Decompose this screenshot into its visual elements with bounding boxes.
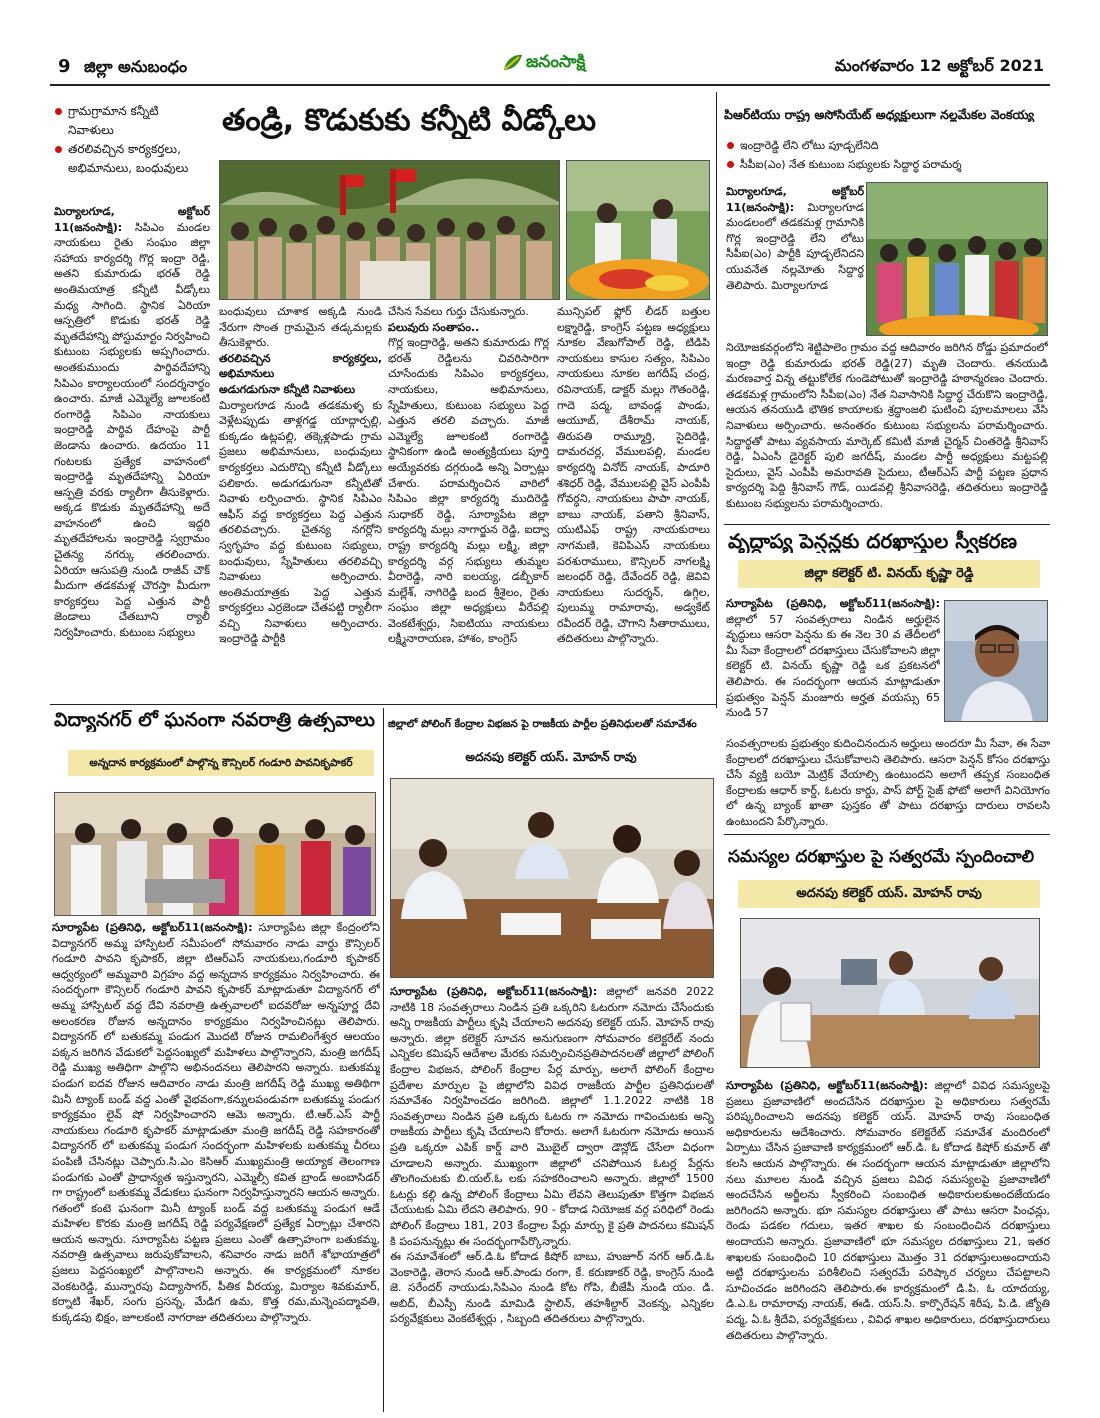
article-text: మిర్యాలగూడ మండలంలో తడకమళ్ల గ్రామానికి గొర్ల ఇంద్రారెడ్డి లేని లోటు సీపీఐ(ఎం) పార్టీకి పూడ్చలేనిదని యువనేత నల్లమోతు సిద్దార్థ తెలిపారు. మిర్యాలగూడ <box>726 200 864 292</box>
body-column <box>390 984 714 1412</box>
story-pension <box>724 530 1050 830</box>
logo-text: జనంసాక్షి <box>526 52 586 72</box>
photo-tribute <box>566 160 710 300</box>
subhead-band: అదనపు కలెక్టర్ యస్. మోహన్ రావు <box>392 744 710 770</box>
dateline: సూర్యాపేట (ప్రతినిధి, అక్టోబర్11(జనంసాక్షి): <box>390 985 598 998</box>
story-farewell <box>54 96 710 696</box>
headline: వృద్ధాప్య పెన్షన్లకు దరఖాస్తుల స్వీకరణ <box>728 530 1018 553</box>
page-header <box>50 52 1050 82</box>
photo-collector-portrait <box>944 600 1048 722</box>
photo-prajavani-meeting <box>740 918 1040 1068</box>
story-navaratri <box>50 708 380 1412</box>
bullet-item: గ్రామగ్రామాన కన్నీటి నివాళులు <box>54 102 204 140</box>
article-text: గొర్ల ఇంద్రారెడ్డి, అతని కుమారుడు గొర్ల భరత్ రెడ్డిలను చివరిసారిగా చూసేందుకు సిపిఎం కార్యకర్తలు, నాయకులు, అభిమానులు, స్నేహితులు, కుటుంబ సభ్యులు పెద్ద ఎత్తున తరలి వచ్చారు. మాజీ ఎమ్మెల్యే జూలకంటి రంగారెడ్డి స్థానికంగా ఉండి అంత్యక్రియలు పూర్తి అయ్యేవరకు దగ్గరుండి అన్ని ఏర్పాట్లు చేశారు. పరామర్శించిన వారిలో సిపిఎం జిల్లా కార్యదర్శి ముదిరెడ్డి సుధాకర్ రెడ్డి, సూర్యాపేట జిల్లా కార్యదర్శి మల్లు నాగార్జున రెడ్డి, ఐద్వా రాష్ట్ర కార్యదర్శి మల్లు లక్ష్మి, జిల్లా కార్యదర్శి వర్గ సభ్యులు తుమ్మల వీరారెడ్డి, నారి ఐలయ్య, డబ్బీకార్ మల్లేశ్, నాగిరెడ్డి బంద శ్రీశైలం, రైతు సంఘం జిల్లా అధ్యక్షులు వీరేపల్లి వెంకటేశ్వర్లు, సిఐటియు నాయకులు లక్ష్మీనారాయణ, హాశం, కాంగ్రెస్ <box>388 336 549 646</box>
subhead-band: జిల్లా కలెక్టర్ టి. వినయ్ కృష్ణా రెడ్డి <box>738 560 1040 588</box>
vertical-divider <box>383 708 384 1412</box>
dateline: సూర్యాపేట (ప్రతినిధి, అక్టోబర్11(జనంసాక్షి): <box>726 597 940 610</box>
story-polling-stations <box>388 708 716 1412</box>
leaf-logo-icon <box>502 52 524 74</box>
dateline: సూర్యాపేట (ప్రతినిధి, అక్టోబర్11(జనంసాక్షి): <box>726 1079 929 1092</box>
dateline: మిర్యాలగూడ, అక్టోబర్ 11(జనంసాక్షి): <box>54 205 210 234</box>
article-text: మిర్యాలగూడ నుండి తడకమళ్ళ కు వెళ్లేటప్పుడు తాళ్లగడ్డ యాద్గార్పల్లి, కుక్కడం ఉట్లపల్లి, తక్కెళ్లపాడు గ్రామ ప్రజలు అభిమానులు, బంధువులు కార్యకర్తలు ఎదురొచ్చి కన్నీటి వీడ్కోలు పలికారు. అడుగడుగునా కన్నీటితో నివాళు లర్పించారు. స్థానిక సిపిఎం ఆఫీస్ వద్ద కార్యకర్తలు పెద్ద ఎత్తున తరలివచ్చారు. చైతన్య నగర్లోని స్వగృహం వద్ద కుటుంబ సభ్యులు, బంధువులు, స్నేహితులు తరలివచ్చి నివాళులు అర్పించారు. అంతిమయాత్రకు పెద్ద ఎత్తున కార్యకర్తలు ఎర్రజెండా చేతపట్టి ర్యాలీగా వచ్చి నివాళులు అర్పించారు. ఇంద్రారెడ్డి పార్టీకి <box>219 398 382 646</box>
story-condolence <box>724 96 1048 516</box>
dateline: సూర్యాపేట (ప్రతినిధి, అక్టోబర్11(జనంసాక్షి): <box>52 921 253 934</box>
subhead-band: అదనపు కలెక్టర్ యస్. మోహన్ రావు <box>738 880 1040 908</box>
headline: పిఆర్‌టియు రాష్ట్ర అసోసియేట్ అధ్యక్షులుగా నల్లమేకల వెంకయ్య <box>724 108 1035 122</box>
bullet-item: సీపీఐ(ఎం) నేత కుటుంబ సభ్యులకు సిద్దార్థ పరామర్శ <box>726 155 1048 174</box>
headline: జిల్లాలో పోలింగ్ కేంద్రాల విభజన పై రాజకీయ పార్టీల ప్రతినిధులతో సమావేశం <box>388 718 697 730</box>
horizontal-divider <box>50 704 716 705</box>
header-rule <box>50 84 1050 86</box>
photo-funeral-crowd <box>219 160 560 300</box>
issue-date: మంగళవారం 12 అక్టోబర్ 2021 <box>834 56 1044 75</box>
photo-parties-meeting <box>390 778 714 978</box>
body-column <box>726 340 1048 516</box>
article-text: బంధువులు చూశాక అక్కడి నుండి నేరుగా సొంత గ్రామమైన తడ్కమల్లకు తీసుకెళ్లారు. <box>219 305 382 350</box>
article-text: సూర్యాపేట జిల్లా కేంద్రంలోని విద్యానగర్ అమ్మ హాస్పిటల్ సమీపంలో సోమవారం నాడు వార్డు కౌన్సిలర్ గండూరి పావని కృపాకర్, జిల్లా టిఆర్ఎస్ నాయకులు,గండూరి కృపాకర్ ఆధ్వర్యంలో అమ్మవారి విగ్రహం వద్ద అన్నదాన కార్యక్రమం నిర్వహించారు. ఈ సందర్భంగా కౌన్సిలర్ గండూరి పావని కృపాకర్ మాట్లాడుతూ విద్యానగర్ లో అమ్మ హాస్పిటల్ వద్ద దేవి నవరాత్రి ఉత్సవాలలో ఐదవరోజు అన్నపూర్ణ దేవి అలంకరణ రోజున అన్నదానం కార్యక్రమం నిర్వహించినట్లు తెలిపారు. విద్యానగర్ లో బతుకమ్మ పండుగ మొదటి రోజున రామలింగేశ్వర ఆలయం పక్కన జరిగిన వేడుకలో పెద్దసంఖ్యలో మహిళలు పాల్గొన్నారని, మంత్రి జగదీష్ రెడ్డి ముఖ్య అతిధిగా పాల్గొని అభినందనలు తెలిపారని అన్నారు. బతుకమ్మ పండుగ ఐదవ రోజున ఆదివారం నాడు మంత్రి జగదీష్ రెడ్డి ముఖ్య అతిథిగా మినీ ట్యాంక్ బండ్ వద్ద ఎంతో వైభవంగా,కన్నులపండువగా బతుకమ్మ పండుగ కార్యక్రమం లైవ్ షో నిర్వహించారని ఆమె అన్నారు. టి.ఆర్.ఎస్ పార్టీ నాయకులు గండూరి కృపాకర్ మాట్లాడుతూ మంత్రి జగదీష్ రెడ్డి సహకారంతో విద్యానగర్ లో బతుకమ్మ పండుగ సందర్భంగా మహిళలకు బతుకమ్మ చీరలు పంపిణీ చేసినట్లు చెప్పారు.సి.ఎం కెసిఆర్ ముఖ్యమంత్రి అయ్యాక తెలంగాణ పండుగకు ఎంతో ప్రాధాన్యత ఇస్తున్నారని, ఎమ్మెల్సీ కవిత బ్రాండ్ అంబాసిడర్ గా రాష్ట్రంలో బతుకమ్మ వేడుకలు ఘనంగా నిర్వహిస్తున్నారని ఆయన అన్నారు. గతంలో కంటె ఘనంగా మినీ ట్యాంక్ బండ్ వద్ద బతుకమ్మ పండుగ ఆడే మహిళల కొరకు మంత్రి జగదీష్ రెడ్డి పర్యవేక్షణలో ప్రత్యేక ఏర్పాట్లు చేశారని ఆయన అన్నారు. సూర్యాపేట పట్టణ ప్రజలు ఎంతో ఉత్సాహంగా బతుకమ్మ, నవరాత్రి ఉత్సవాలు జరుపుకోవాలని, శనివారం నాడు జరిగే శోభాయాత్రలో ప్రజలు పెద్దసంఖ్యలో పాల్గొనాలని అన్నారు. ఈ కార్యక్రమంలో నూకల వెంకటరెడ్డి, మున్నారపు విద్యాసాగర్, పీతిక వీరయ్య, మిర్యాల శివకుమార్, కర్నాటి శేఖర్, సంగు ప్రసన్న, మేడిగ ఉమ, కొత్త రమ,మన్నెంపద్మావతి, కుక్కడపు భిక్షం, జూలకంటి నాగరాజు తదితరులు పాల్గొన్నారు. <box>52 921 380 1324</box>
section-subhead: తరలివచ్చిన కార్యకర్తలు, అభిమానులు <box>219 351 382 381</box>
horizontal-divider <box>724 834 1050 835</box>
intro-column <box>726 184 864 338</box>
article-text: ఈ సమావేశంలో ఆర్.డి.ఓ కోదాడ కిషోర్ బాబు, హుజూర్ నగర్ ఆర్.డి.ఓ వెంకారెడ్డి, తెరాస నుండి ఆర్.పాండు రంగా, కే. కరుణాకర్ రెడ్డి, కాంగ్రెస్ నుండి జె. సరేందర్ నాయుడు,సిపిఎం నుండి కోట గోపి, బీజేపీ నుండి యం. డి. అబిద్, బీఎస్పీ నుండి మామిడి స్టాలిన్, తహశీల్దార్ వెంకన్న, ఎన్నికల పర్యవేక్షకులు వెంకటేశ్వర్లు , సిబ్బంది తదితరులు పాల్గొన్నారు. <box>390 1250 714 1326</box>
photo-condolence-visit <box>866 182 1048 336</box>
story-grievances <box>724 838 1050 1412</box>
article-text: సిపిఎం మండల నాయకులు రైతు సంఘం జిల్లా సహాయ కార్యదర్శి గొర్ల ఇంద్రా రెడ్డి, అతని కుమారుడు భరత్ రెడ్డి అంతిమయాత్ర కన్నీటి వీడ్కోలు మధ్య సాగింది. స్థానిక ఏరియా ఆస్పత్రిలో కొడుకు భరత్ రెడ్డి మృతదేహాన్ని పోస్టుమార్టం నిర్వహించి కుటుంబ సభ్యులకు అప్పగించారు. అంతకుముందు పార్థివదేహాన్ని సిపిఎం కార్యాలయంలో సందర్శనార్థం ఉంచారు. మాజీ ఎమ్మెల్యే జూలకంటి రంగారెడ్డి సిపిఎం నాయకులు ఇంద్రారెడ్డి పార్థివ దేహంపై పార్టీ జెండాను ఉంచారు. ఉదయం 11 గంటలకు ప్రత్యేక వాహనంలో ఇంద్రారెడ్డి మృతదేహాన్ని ఏరియా ఆస్పత్రి వరకు ర్యాలీగా తీసుకెళ్లారు. అక్కడ కొడుకు మృతదేహాన్ని అదే వాహనంలో ఉంచి ఇద్దరి మృతదేహాలను ఇంద్రారెడ్డి స్వగ్రామం చైతన్య నగర్కు తరలించారు. ఏరియా ఆసుపత్రి నుండి రాజీవ్ చౌక్ మీదుగా తడకమళ్ల చౌరస్తా మీదుగా కార్యకర్తలు పెద్ద ఎత్తున పార్టీ జెండాలు చేతబూని ర్యాలీ నిర్వహించారు. కుటుంబ సభ్యులు <box>54 220 210 640</box>
body-column <box>726 736 1050 830</box>
column-1 <box>54 204 210 696</box>
story-bullets <box>54 102 204 178</box>
headline: తండ్రి, కొడుకుకు కన్నీటి వీడ్కోలు <box>222 104 596 138</box>
subhead-band: అన్నదాన కార్యక్రమంలో పాల్గొన్న కౌన్సిలర్ గండూరి పావనికృపాకర్ <box>68 750 374 776</box>
headline: సమస్యల దరఖాస్తుల పై సత్వరమే స్పందించాలి <box>728 848 1035 867</box>
article-text: జిల్లాలో వివిధ సమస్యలపై ప్రజలు ప్రజావాణిలో అందచేసిన దరఖాస్తుల పై అధికారులు సత్వరమే పరిష్కరించాలని అదనపు కలెక్టర్ యస్. మోహన్ రావు సంబంధిత అధికారులను ఆదేశించారు. సోమవారం కలెక్టరేట్ సమావేశ మందిరంలో ఏర్పాటు చేసిన ప్రజావాణి కార్యక్రమంలో ఆర్.డి. ఓ కోదాడ కిషోర్ కుమార్ తో కలసి ఆయన పాల్గొన్నారు. ఈ సందర్భంగా ఆయన మాట్లాడుతూ జిల్లాలోని నలు మూలల నుండి వచ్చిన ప్రజలు వివిధ సమస్యలపై ప్రజావాణిలో అందచేసిన అర్జీలను స్వీకరించి సంబంధిత అధికారులకుఅందజేయడం జరిగిందని అన్నారు. భూ సమస్యల దరఖాస్తులు తో పాటు ఆసరా పింఛన్లు, రెండు పడకల గదులు, ఇతర శాఖల కు సంబంధించిన దరఖాస్తులు అందాయని అన్నారు. ప్రజావాణిలో భూ సమస్యల దరఖాస్తులు 21, ఇతర శాఖలకు సంబంధించి 10 దరఖాస్తులు మొత్తం 31 దరఖాస్తులుఅందాయని అట్టి దరఖాస్తులను పరిశీలించి సత్వరమే పరిష్కార చర్యలు చేపట్టాలని సూచించడం జరిగిందని తెలిపారు.ఈ కార్యక్రమంలో డి.పి. ఓ యాదయ్య, డి.ఎ.ఓ రామారావు నాయక్, ఈడి. యస్.సి. కార్పొరేషన్ శిరీష, పి.డి. జ్యోతి పద్మ, ఏ.ఓ శ్రీదేవి, పర్యవేక్షకులు , వివిధ శాఖల అధికారులు, దరఖాస్తుదారులు తదితరులు పాల్గొన్నారు. <box>726 1079 1050 1342</box>
column-4 <box>557 304 710 696</box>
story-bullets <box>726 136 1048 174</box>
dateline: మిర్యాలగూడ, అక్టోబర్ 11(జనంసాక్షి): <box>726 185 864 214</box>
horizontal-divider <box>724 524 1050 525</box>
section-subhead: పలువురు సంతాపం.. <box>388 320 480 334</box>
article-text: మున్సిపల్ ఫ్లోర్ లీడర్ బత్తుల లక్ష్మారెడ్డి, కాంగ్రెస్ పట్టణ అధ్యక్షులు నూకల వేణుగోపాల్ రెడ్డి, టిడిపి నాయకులు కాసుల సత్యం, సిపిఎం నాయకులు నూకల జగదీష్ చంద్ర, రవినాయక్, డాక్టర్ మల్లు గౌతంరెడ్డి, గాదె పద్మ, బావండ్ల పాండు, ఆయూబ్, దేశీరామ్ నాయక్, తిరుపతి రామ్మూర్తి, సైదిరెడ్డి, దామరచర్ల, వేములపల్లి, మండల కార్యదర్శి వినోద్ నాయక్, పాదూరి శశిధర్ రెడ్డి, వేములపల్లి వైస్ ఎంపీపీ గోవర్ధని, నాయకులు పాపా నాయక్, బాబు నాయక్, పతాని శ్రీనివాస్, యుటిఎఫ్ రాష్ట్ర నాయకురాలు నాగమణి, కెవిపిఎస్ నాయకులు పరశురాములు, కౌన్సిలర్ నాగలక్ష్మి జలంధర్ రెడ్డి, దేవేందర్ రెడ్డి, జెవివి నాయకులు సుదర్శన్, ఉగ్గిల, పులుమ్మ రామారావు, అడ్వకేట్ రవీందర్ రెడ్డి, చౌగాని సీతారాములు, తదితరులు పాల్గొన్నారు. <box>557 305 710 646</box>
body-column <box>726 1078 1050 1412</box>
masthead-logo <box>502 48 616 78</box>
bullet-item: తరలివచ్చిన కార్యకర్తలు, అభిమానులు, బంధువులు <box>54 140 204 178</box>
article-text: జిల్లాలో 57 సంవత్సరాలు నిండిన అర్హులైన వృద్ధులు ఆసరా పెన్షను కు ఈ నెల 30 వ తేదీలలో మీ సేవా కేంద్రాలలో దరఖాస్తులు చేసుకోవాలని జిల్లా కలెక్టర్ టి. వినయ్ కృష్ణా రెడ్డి ఒక ప్రకటనలో తెలిపారు. ఈ సందర్భంగా ఆయన మాట్లాడుతూ ప్రభుత్వం పెన్షన్ మంజూరు అర్హత వయస్సు 65 నుండి 57 <box>726 612 940 720</box>
column-3 <box>388 304 549 696</box>
headline: విద్యానగర్ లో ఘనంగా నవరాత్రి ఉత్సవాలు <box>54 710 375 731</box>
section-name: జిల్లా అనుబంధం <box>84 57 188 76</box>
article-text: సంవత్సరాలకు ప్రభుత్వం కుదించినందున అర్హులు అందరూ మీ సేవా, ఈ సేవా కేంద్రాలలో దరఖాస్తులు చేసుకోవాలని తెలిపారు. ఆసరా పెన్షన్ కోసం దరఖాస్తు చేసే వ్యక్తి బయో మెట్రిక్ వేయాల్సి ఉంటుందని అలాగే తప్పక సంబంధిత కేంద్రాలకు ఆధార్ కార్డ్, ఓటరు కార్డు, పాస్ పోర్ట్ సైజ్ ఫోటో అలాగే వినియోగం లో ఉన్న బ్యాంక్ ఖాతా పుస్తకం తో పాటు దరఖాస్తు దారులు రావలసి ఉంటుందని పేర్కొన్నారు. <box>726 737 1050 828</box>
article-text: నియోజకవర్గంలోని శెట్టిపాలెం గ్రామం వద్ద ఆదివారం జరిగిన రోడ్డు ప్రమాదంలో ఇంద్రా రెడ్డి కుమారుడు భరత్ రెడ్డి(27) మృతి చెందారు. తనయుడి మరణవార్త విన్న తట్టుకోలేక గుండెపోటుతో ఇంద్రారెడ్డి హఠాన్మరణం చెందారు. తడకమళ్ల గ్రామంలోని సీపీఐ(ఎం) నేత నివాసానికి సిద్దార్థ చేరుకొని ఇంద్రారెడ్డి, ఆయన తనయుడి భౌతిక కాయాలకు శ్రద్ధాంజలి ఘటించి పూలమాలలు వేసి నివాళులు అర్పించారు. అనంతరం కుటుంబ సభ్యులను పరామర్శించారు. సిద్దార్థతో పాటు వ్యవసాయ మార్కెట్ కమిటీ మాజీ చైర్మన్ చింతరెడ్డి శ్రీనివాస్ రెడ్డి, ఏఎంసీ డైరెక్టర్ పులి జగదీష్, మండల పార్టీ అధ్యక్షులు మట్టపల్లి సైదులు, వైస్ ఎంపీపీ అమరావతి సైదులు, టీఆర్ఎస్ పార్టీ పట్టణ ప్రధాన కార్యదర్శి పెద్ది శ్రీనివాస్ గౌడ్, యిడవల్లి శ్రీనివాసరెడ్డి, తదితరులు ఇంద్రారెడ్డి కుటుంబ సభ్యులను పరామర్శించారు. <box>726 341 1048 510</box>
article-text: చేసిన సేవలు గుర్తు చేసుకున్నారు. <box>388 305 529 318</box>
column-2 <box>219 304 382 696</box>
page-number: 9 <box>58 56 71 77</box>
bullet-item: ఇంద్రారెడ్డి లేని లోటు పూడ్చలేనిది <box>726 136 1048 155</box>
article-text: జిల్లాలో జనవరి 2022 నాటికి 18 సంవత్సరాలు నిండిన ప్రతి ఒక్కరిని ఓటరుగా నమోదు చేసేందుకు అన్ని రాజకీయ పార్టీలు కృషి చేయాలని అదనపు కలెక్టర్ యస్. మోహన్ రావు అన్నారు. జిల్లా కలెక్టర్ సూచన అనుగుణంగా సోమవారం కలెక్టరేట్ నందు ఎన్నికల కమిషన్ ఆదేశాల మేరకు సమర్పించినప్రతిపాదనలతో జిల్లాలో పోలింగ్ కేంద్రాల విభజన, పోలింగ్ కేంద్రాల పేర్ల మార్పు, అలాగే పోలింగ్ కేంద్రాల ప్రదేశాల మార్పుల పై జిల్లాలోని వివిధ రాజకీయ పార్టీల ప్రతినిధులతో సమావేశం నిర్వహించడం జరిగింది. జిల్లాలో 1.1.2022 నాటికి 18 సంవత్సరాలు నిండిన ప్రతి ఒక్కరు ఓటరు గా నమోదు గావించుటకు అన్ని రాజకీయ పార్టీలు కృషి చేయాలని కోరారు. అలాగే ఓటరుగా నమోదు అయిన ప్రతి ఒక్కరూ ఎపిక్ కార్డ్ వారి మొబైల్ ద్వారా డౌన్లోడ్ చేసేలా విధంగా చూడాలని అన్నారు. ముఖ్యంగా జిల్లాలో చనిపోయిన ఓటర్ల పేర్లను తొలగించుటకు బి.యల్.ఓ లకు సహకరించాలని అన్నారు. జిల్లాలో 1500 ఓటర్లు కల్గి ఉన్న పోలింగ్ కేంద్రాలు ఏమి లేవని తెలుపుతూ కొత్తగా విభజన చేయుటకు ఏమి లేదని తెలిపారు. 90 - కోదాడ నియోజక వర్గ పరిధిలో రెండు పోలింగ్ కేంద్రాలు 181, 203 కేంద్రాల పేర్లు మార్పు కై ప్రతి పాదనలు కమిషన్ కి పంపనున్నట్లు ఈ సందర్భంగాపేర్కొన్నారు. <box>390 985 714 1248</box>
body-column <box>52 920 380 1412</box>
lead-column <box>726 596 940 736</box>
photo-annadanam <box>54 792 376 916</box>
section-subhead: అడుగడుగునా కన్నీటి నివాళులు <box>219 382 356 396</box>
vertical-divider <box>716 92 717 708</box>
